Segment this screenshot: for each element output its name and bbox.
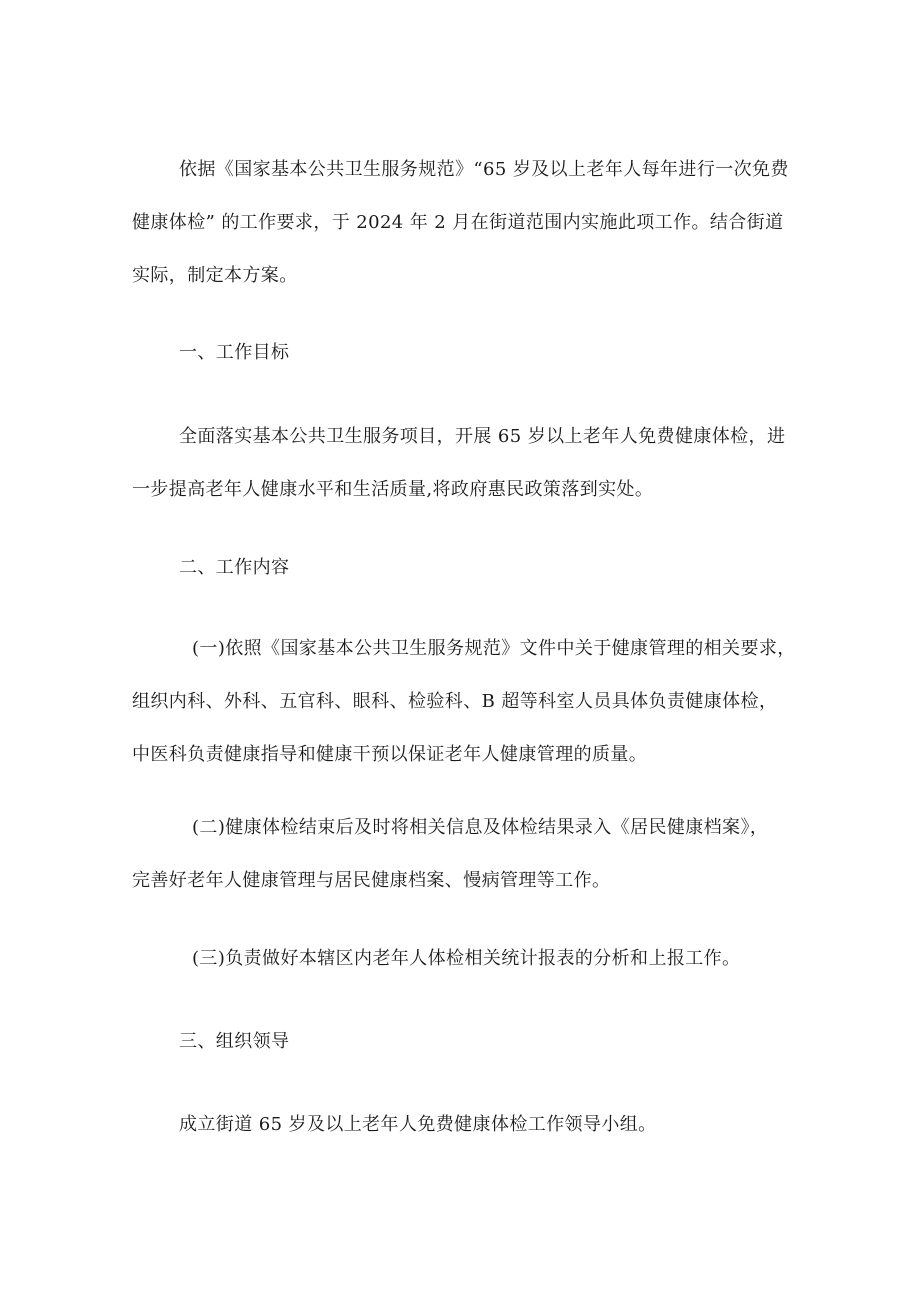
section-2-item-2 [132,815,802,894]
item-line: 组织内科、外科、五官科、眼科、检验科、B 超等科室人员具体负责健康体检， [132,691,778,712]
intro-line: 健康体检” 的工作要求，于 2024 年 2 月在街道范围内实施此项工作。结合街道 [132,212,784,233]
item-line: (二)健康体检结束后及时将相关信息及体检结果录入《居民健康档案》， [192,817,769,838]
section-3-body [132,1112,802,1138]
body-line: 全面落实基本公共卫生服务项目，开展 65 岁以上老年人免费健康体检，进 [179,426,786,447]
section-1-heading [132,340,802,366]
section-3-heading [132,1029,802,1055]
intro-line: 实际，制定本方案。 [132,265,298,286]
section-heading: 三、组织领导 [179,1031,290,1052]
section-1-body [132,424,802,503]
item-line: 完善好老年人健康管理与居民健康档案、慢病管理等工作。 [132,870,611,891]
intro-line: 依据《国家基本公共卫生服务规范》“65 岁及以上老年人每年进行一次免费 [179,159,789,180]
section-2-item-1 [132,636,802,768]
section-heading: 二、工作内容 [179,557,290,578]
item-line: (一)依照《国家基本公共卫生服务规范》文件中关于健康管理的相关要求， [192,638,796,659]
body-line: 一步提高老年人健康水平和生活质量,将政府惠民政策落到实处。 [132,479,654,500]
item-line: 中医科负责健康指导和健康干预以保证老年人健康管理的质量。 [132,744,648,765]
item-line: (三)负责做好本辖区内老年人体检相关统计报表的分析和上报工作。 [192,948,741,969]
section-2-heading [132,555,802,581]
body-line: 成立街道 65 岁及以上老年人免费健康体检工作领导小组。 [179,1114,657,1135]
section-2-item-3 [132,946,802,972]
intro-paragraph [132,157,802,289]
section-heading: 一、工作目标 [179,342,290,363]
